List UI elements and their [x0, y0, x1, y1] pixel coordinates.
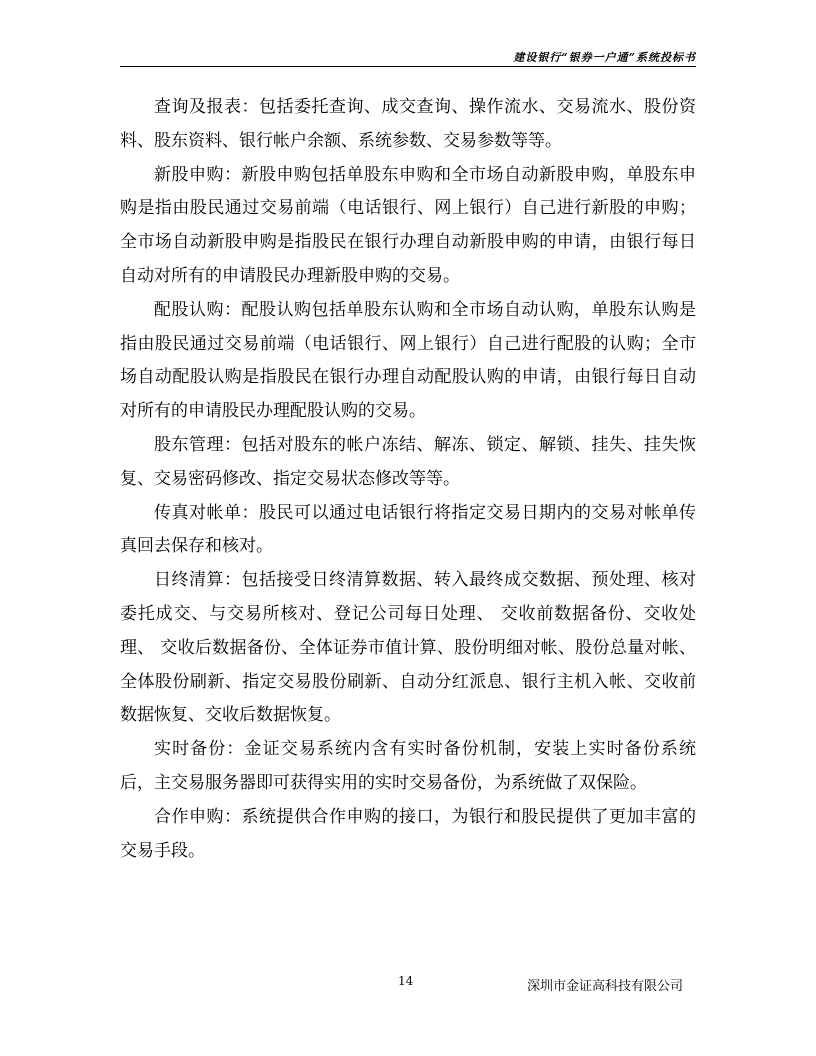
paragraph-ipo-subscription: 新股申购：新股申购包括单股东申购和全市场自动新股申购，单股东申购是指由股民通过交易前端（电话银行、网上银行）自己进行新股的申购；全市场自动新股申购是指股民在银行办理自动新股申购的申请，由银行每日自动对所有的申请股民办理新股申购的交易。	[120, 164, 696, 286]
paragraph-query-reports: 查询及报表：包括委托查询、成交查询、操作流水、交易流水、股份资料、股东资料、银行帐户余额、系统参数、交易参数等等。	[120, 97, 696, 151]
page-number: 14	[398, 974, 414, 988]
paragraph-shareholder-management: 股东管理：包括对股东的帐户冻结、解冻、锁定、解锁、挂失、挂失恢复、交易密码修改、指定交易状态修改等等。	[120, 434, 696, 489]
paragraph-realtime-backup: 实时备份：金证交易系统内含有实时备份机制，安装上实时备份系统后，主交易服务器即可获得实用的实时交易备份，为系统做了双保险。	[120, 739, 696, 793]
paragraph-cooperative-subscription: 合作申购：系统提供合作申购的接口，为银行和股民提供了更加丰富的交易手段。	[120, 806, 696, 861]
paragraph-fax-statement: 传真对帐单：股民可以通过电话银行将指定交易日期内的交易对帐单传真回去保存和核对。	[120, 502, 696, 557]
header-divider	[120, 66, 696, 67]
paragraph-end-of-day-settlement: 日终清算：包括接受日终清算数据、转入最终成交数据、预处理、核对委托成交、与交易所核对、登记公司每日处理、 交收前数据备份、交收处理、 交收后数据备份、全体证券市值计算、股份明细对帐、股份总量对帐、全体股份刷新、指定交易股份刷新、自动分红派息、银行主机入帐、交收前数据恢复、交收后数据恢复。	[120, 570, 696, 726]
document-header-title: 建设银行“银券一户通”系统投标书	[513, 51, 696, 64]
document-body	[120, 91, 696, 868]
footer-company-name: 深圳市金证高科技有限公司	[527, 979, 684, 994]
paragraph-rights-issue: 配股认购：配股认购包括单股东认购和全市场自动认购，单股东认购是指由股民通过交易前端（电话银行、网上银行）自己进行配股的认购；全市场自动配股认购是指股民在银行办理自动配股认购的申请，由银行每日自动对所有的申请股民办理配股认购的交易。	[120, 299, 696, 422]
